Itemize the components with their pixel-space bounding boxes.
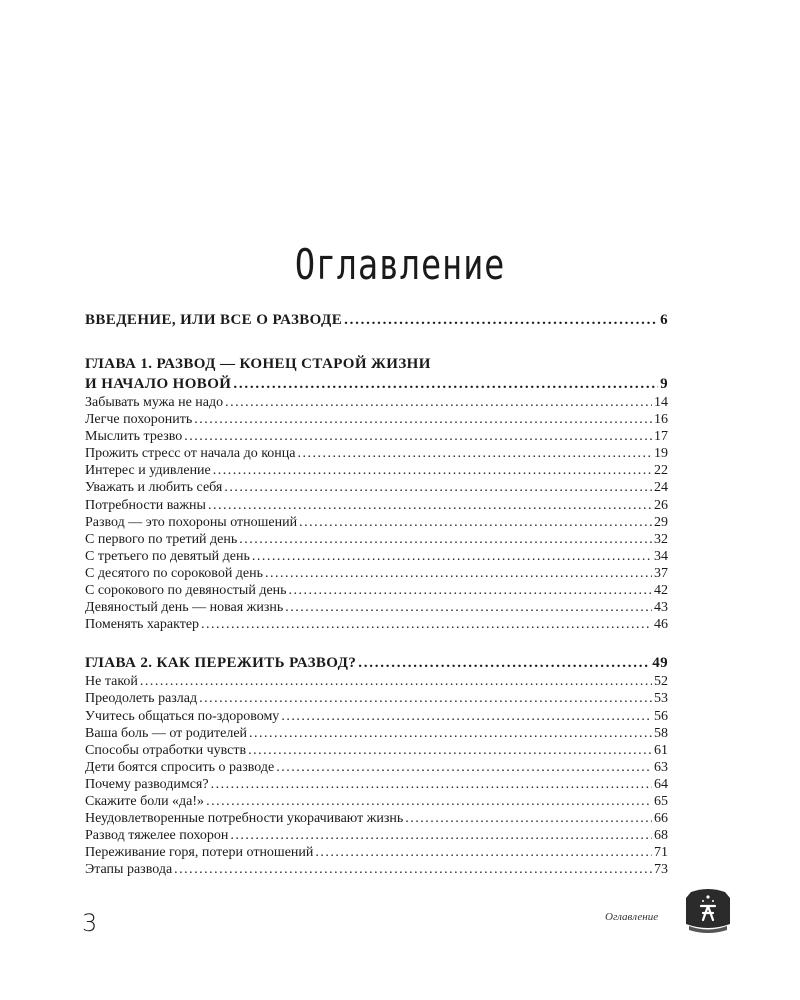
toc-entry[interactable] — [85, 548, 668, 565]
chapter-1-heading[interactable]: ГЛАВА 1. РАЗВОД — КОНЕЦ СТАРОЙ ЖИЗНИ — [85, 356, 431, 372]
toc-entry-title: С сорокового по девяностый день — [85, 583, 287, 599]
toc-entry-title: Легче похоронить — [85, 412, 193, 428]
toc-entry-title: Этапы развода — [85, 862, 173, 878]
toc-entry[interactable] — [85, 582, 668, 599]
toc-entry[interactable] — [85, 690, 668, 707]
toc-entry-title: Забывать мужа не надо — [85, 395, 224, 410]
toc-entry[interactable] — [85, 844, 668, 861]
toc-entry-page: 16 — [654, 412, 668, 428]
toc-entry-page: 17 — [654, 429, 668, 445]
toc-entry[interactable] — [85, 531, 668, 548]
toc-entry-title: Не такой — [85, 674, 138, 690]
leader-dots — [285, 599, 652, 616]
toc-entry-page: 73 — [654, 862, 668, 878]
toc-entry-page: 68 — [654, 828, 668, 844]
toc-entry[interactable] — [85, 462, 668, 479]
toc-entry[interactable] — [85, 394, 668, 411]
toc-entry[interactable] — [85, 725, 668, 742]
toc-entry-title: Переживание горя, потери отношений — [85, 845, 314, 861]
toc-entry-page: 63 — [654, 759, 668, 775]
leader-dots — [315, 844, 652, 861]
toc-entry-title: Учитесь общаться по-здоровому — [85, 708, 280, 724]
running-footer-title: Оглавление — [605, 911, 659, 923]
leader-dots — [248, 742, 652, 759]
leader-dots — [239, 531, 652, 548]
toc-entry-page: 52 — [654, 674, 668, 690]
leader-dots — [206, 793, 652, 810]
leader-dots — [249, 725, 652, 742]
toc-entry-title: Преодолеть разлад — [85, 691, 198, 707]
toc-entry-page: 49 — [652, 655, 668, 672]
toc-entry-page: 9 — [660, 376, 668, 392]
toc-entry[interactable] — [85, 445, 668, 462]
chapter-2-entries — [85, 673, 668, 878]
leader-dots — [405, 810, 652, 827]
toc-entry-page: 66 — [654, 811, 668, 827]
leader-dots — [252, 548, 652, 565]
toc-entry-title: Мыслить трезво — [85, 429, 183, 445]
toc-entry[interactable] — [85, 810, 668, 827]
toc-entry[interactable] — [85, 742, 668, 759]
chapter-1-entries — [85, 394, 668, 633]
leader-dots — [213, 462, 652, 479]
toc-entry-page: 56 — [654, 708, 668, 724]
leader-dots — [199, 690, 652, 707]
leader-dots — [194, 411, 652, 428]
toc-entry-page: 43 — [654, 600, 668, 616]
book-emblem-icon — [683, 886, 733, 934]
toc-entry-page: 61 — [654, 742, 668, 758]
toc-entry[interactable] — [85, 673, 668, 690]
toc-entry-page: 24 — [654, 480, 668, 496]
toc-intro-entry[interactable] — [85, 310, 668, 330]
toc-entry-title: Почему разводимся? — [85, 776, 209, 792]
toc-entry-page: 53 — [654, 691, 668, 707]
toc-entry-page: 26 — [654, 497, 668, 513]
toc-entry-title: С десятого по сороковой день — [85, 565, 264, 581]
toc-entry-page: 65 — [654, 793, 668, 809]
toc-entry[interactable] — [85, 616, 668, 633]
toc-entry-title: Поменять характер — [85, 617, 200, 633]
toc-entry-title: Интерес и удивление — [85, 463, 211, 479]
toc-entry[interactable] — [85, 411, 668, 428]
toc-entry-title: Способы отработки чувств — [85, 742, 247, 758]
leader-dots — [211, 776, 652, 793]
toc-entry-page: 14 — [654, 395, 668, 410]
toc-entry-page: 71 — [654, 845, 668, 861]
toc-entry-title: Прожить стресс от начала до конца — [85, 446, 296, 462]
toc-entry-page: 22 — [654, 463, 668, 479]
toc-entry-page: 58 — [654, 725, 668, 741]
toc-entry-title: ГЛАВА 2. КАК ПЕРЕЖИТЬ РАЗВОД? — [85, 655, 357, 672]
toc-entry-page: 37 — [654, 565, 668, 581]
leader-dots — [208, 497, 652, 514]
toc-entry[interactable] — [85, 599, 668, 616]
toc-entry-page: 19 — [654, 446, 668, 462]
toc-entry[interactable] — [85, 479, 668, 496]
toc-entry-title: С первого по третий день — [85, 531, 238, 547]
leader-dots — [201, 616, 652, 633]
toc-entry[interactable] — [85, 793, 668, 810]
toc-entry-page: 64 — [654, 776, 668, 792]
toc-entry[interactable] — [85, 708, 668, 725]
page-number: 3 — [82, 909, 98, 937]
leader-dots — [265, 565, 652, 582]
toc-entry[interactable] — [85, 827, 668, 844]
leader-dots — [358, 653, 650, 673]
toc-entry[interactable] — [85, 497, 668, 514]
toc-entry-title: Развод тяжелее похорон — [85, 828, 229, 844]
toc-entry-title: ВВЕДЕНИЕ, ИЛИ ВСЕ О РАЗВОДЕ — [85, 312, 343, 328]
toc-entry-title: Уважать и любить себя — [85, 480, 223, 496]
leader-dots — [224, 479, 652, 496]
toc-entry-title: Дети боятся спросить о разводе — [85, 759, 275, 775]
toc-entry[interactable] — [85, 514, 668, 531]
leader-dots — [289, 582, 652, 599]
chapter-2-heading[interactable] — [85, 653, 668, 673]
toc-entry-title: Развод — это похороны отношений — [85, 514, 298, 530]
leader-dots — [344, 310, 658, 330]
toc-entry-title: Ваша боль — от родителей — [85, 725, 248, 741]
toc-entry[interactable] — [85, 759, 668, 776]
leader-dots — [233, 374, 658, 394]
toc-entry-title: С третьего по девятый день — [85, 548, 250, 564]
chapter-1-heading-line2[interactable] — [85, 374, 668, 394]
toc-entry-title: Девяностый день — новая жизнь — [85, 600, 284, 616]
toc-entry-page: 29 — [654, 514, 668, 530]
toc-entry[interactable] — [85, 565, 668, 582]
leader-dots — [299, 514, 652, 531]
leader-dots — [230, 827, 652, 844]
toc-entry[interactable] — [85, 776, 668, 793]
toc-entry-title: Неудовлетворенные потребности укорачивают жизнь — [85, 811, 404, 827]
toc-entry-title: Потребности важны — [85, 497, 206, 513]
table-of-contents — [85, 310, 668, 878]
toc-entry-page: 6 — [660, 312, 668, 328]
toc-entry-page: 32 — [654, 531, 668, 547]
toc-entry-title: Скажите боли «да!» — [85, 793, 205, 809]
toc-entry[interactable] — [85, 861, 668, 878]
leader-dots — [281, 708, 652, 725]
leader-dots — [276, 759, 652, 776]
leader-dots — [184, 428, 652, 445]
leader-dots — [174, 861, 652, 878]
toc-entry-page: 34 — [654, 548, 668, 564]
leader-dots — [140, 673, 652, 690]
toc-entry-page: 46 — [654, 617, 668, 633]
toc-entry[interactable] — [85, 428, 668, 445]
toc-entry-page: 42 — [654, 583, 668, 599]
leader-dots — [298, 445, 653, 462]
leader-dots — [225, 394, 652, 411]
toc-entry-title: И НАЧАЛО НОВОЙ — [85, 376, 232, 392]
page-title: Оглавление — [294, 240, 506, 289]
